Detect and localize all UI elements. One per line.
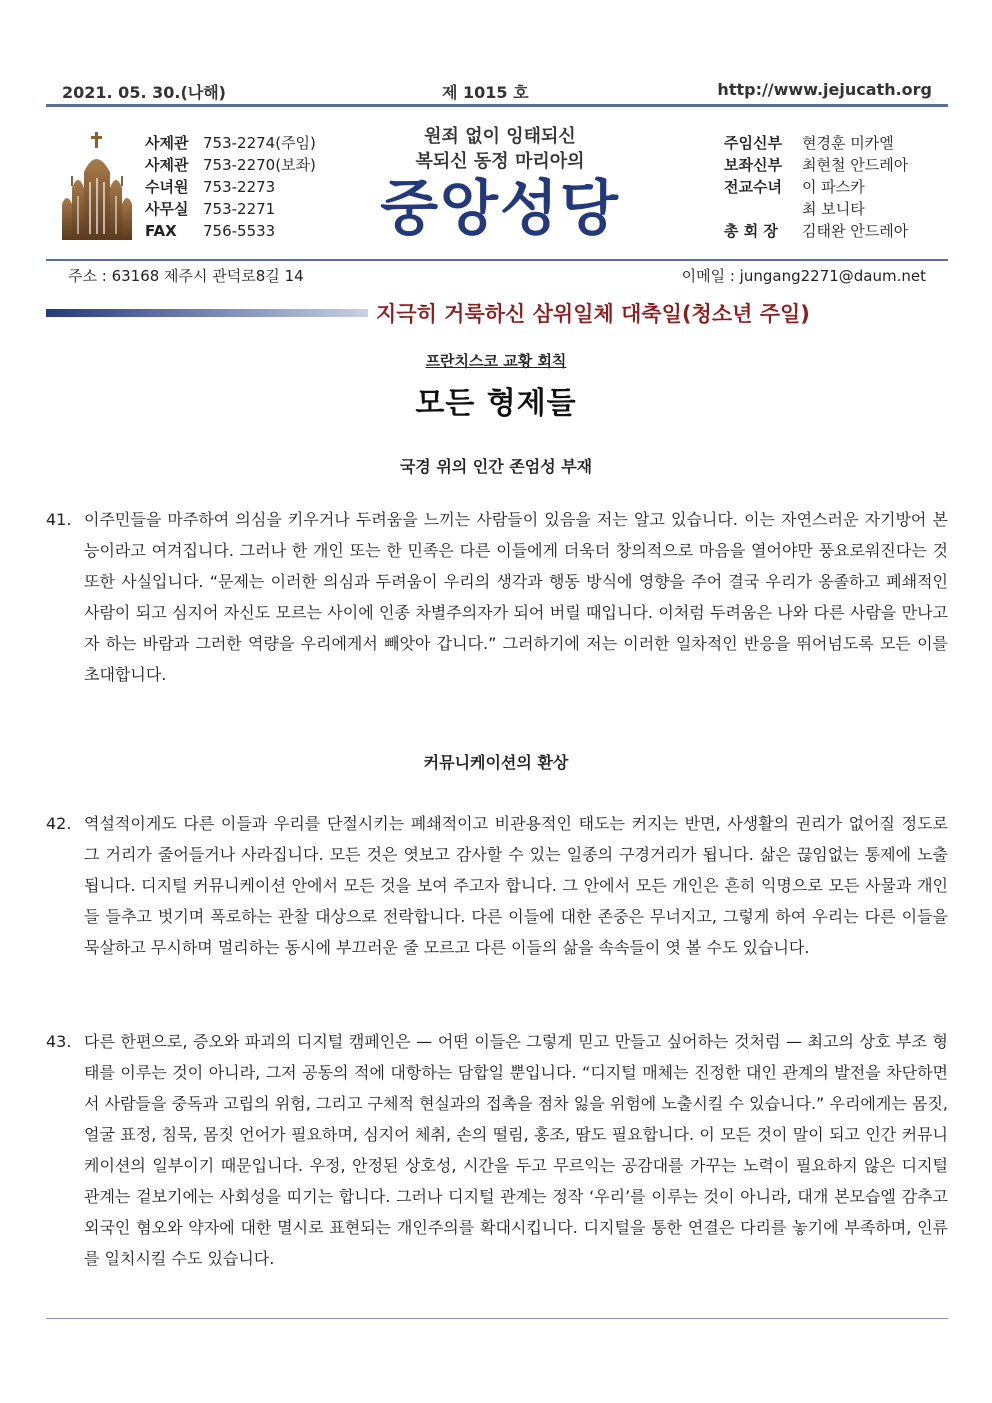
staff-value: 이 파스카	[802, 178, 865, 196]
header-divider	[46, 104, 948, 107]
paragraph-42	[46, 808, 948, 963]
staff-row	[724, 198, 908, 220]
staff-label: 주임신부	[724, 134, 782, 152]
feast-accent-bar	[46, 309, 368, 317]
parish-email[interactable]: 이메일 : jungang2271@daum.net	[681, 267, 926, 285]
bulletin-date: 2021. 05. 30.(나해)	[62, 83, 226, 102]
contact-value: 753-2270(보좌)	[203, 156, 316, 174]
footer-divider	[46, 1318, 948, 1319]
staff-value: 최현철 안드레아	[802, 156, 909, 174]
contact-row	[145, 154, 316, 176]
staff-value: 김태완 안드레아	[802, 222, 909, 240]
staff-value: 현경훈 미카엘	[802, 134, 894, 152]
article-subtitle	[0, 350, 992, 371]
contact-value: 756-5533	[203, 222, 276, 240]
staff-row	[724, 176, 908, 198]
staff-row	[724, 132, 908, 154]
feast-title: 지극히 거룩하신 삼위일체 대축일(청소년 주일)	[376, 302, 810, 326]
parish-motto	[330, 124, 670, 174]
staff-row	[724, 220, 908, 242]
contact-list	[145, 132, 316, 242]
section-heading-2: 커뮤니케이션의 환상	[423, 753, 569, 772]
article-title: 모든 형제들	[415, 386, 577, 421]
header-line	[62, 80, 932, 102]
contact-value: 753-2274(주임)	[203, 134, 316, 152]
paragraph-number: 42.	[46, 814, 72, 833]
masthead-divider	[46, 259, 948, 261]
staff-label: 보좌신부	[724, 156, 782, 174]
contact-value: 753-2273	[203, 178, 276, 196]
staff-label: 전교수녀	[724, 178, 782, 196]
contact-label: 사제관	[145, 156, 189, 174]
paragraph-number: 43.	[46, 1032, 72, 1051]
paragraph-number: 41.	[46, 510, 72, 529]
staff-label: 총 회 장	[724, 222, 778, 240]
article-subtitle-text: 프란치스코 교황 회칙	[425, 352, 567, 370]
parish-name: 중앙성당	[380, 174, 620, 244]
motto-line-2: 복되신 동정 마리아의	[415, 151, 585, 172]
paragraph-43	[46, 1026, 948, 1274]
parish-address: 주소 : 63168 제주시 관덕로8길 14	[68, 267, 304, 285]
contact-value: 753-2271	[203, 200, 276, 218]
contact-row	[145, 198, 316, 220]
staff-row	[724, 154, 908, 176]
contact-label: 수녀원	[145, 178, 189, 196]
contact-label: FAX	[145, 222, 177, 240]
contact-row	[145, 176, 316, 198]
paragraph-text: 다른 한편으로, 증오와 파괴의 디지털 캠페인은 — 어떤 이들은 그렇게 믿고 만들고 싶어하는 것처럼 — 최고의 상호 부조 형태를 이루는 것이 아니라, 그저 공동의 적에 대항하는 담합일 뿐입니다. “디지털 매체는 진정한 대인 관계의 발전을 차단하면서 사람들을 중독과 고립의 위험, 그리고 구체적 현실과의 접촉을 점차 잃을 위험에 노출시킬 수 있습니다.” 우리에게는 몸짓, 얼굴 표정, 침묵, 몸짓 언어가 필요하며, 심지어 체취, 손의 떨림, 홍조, 땀도 필요합니다. 이 모든 것이 말이 되고 인간 커뮤니케이션의 일부이기 때문입니다. 우정, 안정된 상호성, 시간을 두고 무르익는 공감대를 가꾸는 노력이 필요하지 않은 디지털 관계는 겉보기에는 사회성을 띠기는 합니다. 그러나 디지털 관계는 정작 ‘우리’를 이루는 것이 아니라, 대개 본모습엘 감추고 외국인 혐오와 약자에 대한 멸시로 표현되는 개인주의를 확대시킵니다. 디지털을 통한 연결은 다리를 놓기에 부족하며, 인류를 일치시킬 수도 있습니다.	[84, 1032, 948, 1268]
paragraph-text: 역설적이게도 다른 이들과 우리를 단절시키는 폐쇄적이고 비관용적인 태도는 커지는 반면, 사생활의 권리가 없어질 정도로 그 거리가 줄어들거나 사라집니다. 모든 것은 엿보고 감사할 수 있는 일종의 구경거리가 됩니다. 삶은 끊임없는 통제에 노출됩니다. 디지털 커뮤니케이션 안에서 모든 것을 보여 주고자 합니다. 그 안에서 모든 개인은 흔히 익명으로 모든 사물과 개인들 들추고 벗기며 폭로하는 관찰 대상으로 전락합니다. 다른 이들에 대한 존중은 무너지고, 그렇게 하여 우리는 다른 이들을 묵살하고 무시하며 멀리하는 동시에 부끄러운 줄 모르고 다른 이들의 삶을 속속들이 엿 볼 수도 있습니다.	[84, 814, 948, 957]
motto-line-1: 원죄 없이 잉태되신	[424, 126, 576, 147]
staff-label	[724, 198, 794, 220]
contact-label: 사제관	[145, 134, 189, 152]
paragraph-41	[46, 504, 948, 690]
paragraph-text: 이주민들을 마주하여 의심을 키우거나 두려움을 느끼는 사람들이 있음을 저는 알고 있습니다. 이는 자연스러운 자기방어 본능이라고 여겨집니다. 그러나 한 개인 또는 한 민족은 다른 이들에게 더욱더 창의적으로 마음을 열어야만 풍요로워진다는 것 또한 사실입니다. “문제는 이러한 의심과 두려움이 우리의 생각과 행동 방식에 영향을 주어 결국 우리가 옹졸하고 폐쇄적인 사람이 되고 심지어 자신도 모르는 사이에 인종 차별주의자가 되어 버릴 때입니다. 이처럼 두려움은 나와 다른 사람을 만나고자 하는 바람과 그러한 역량을 우리에게서 빼앗아 갑니다.” 그러하기에 저는 이러한 일차적인 반응을 뛰어넘도록 모든 이를 초대합니다.	[84, 510, 948, 684]
section-heading-1: 국경 위의 인간 존엄성 부재	[399, 457, 593, 476]
contact-row	[145, 132, 316, 154]
contact-row	[145, 220, 316, 242]
contact-label: 사무실	[145, 200, 189, 218]
staff-value: 최 보니타	[802, 200, 865, 218]
issue-number: 제 1015 호	[442, 83, 529, 102]
cathedral-logo-icon	[60, 132, 134, 240]
website-link[interactable]: http://www.jejucath.org	[717, 80, 932, 99]
staff-list	[724, 132, 908, 242]
